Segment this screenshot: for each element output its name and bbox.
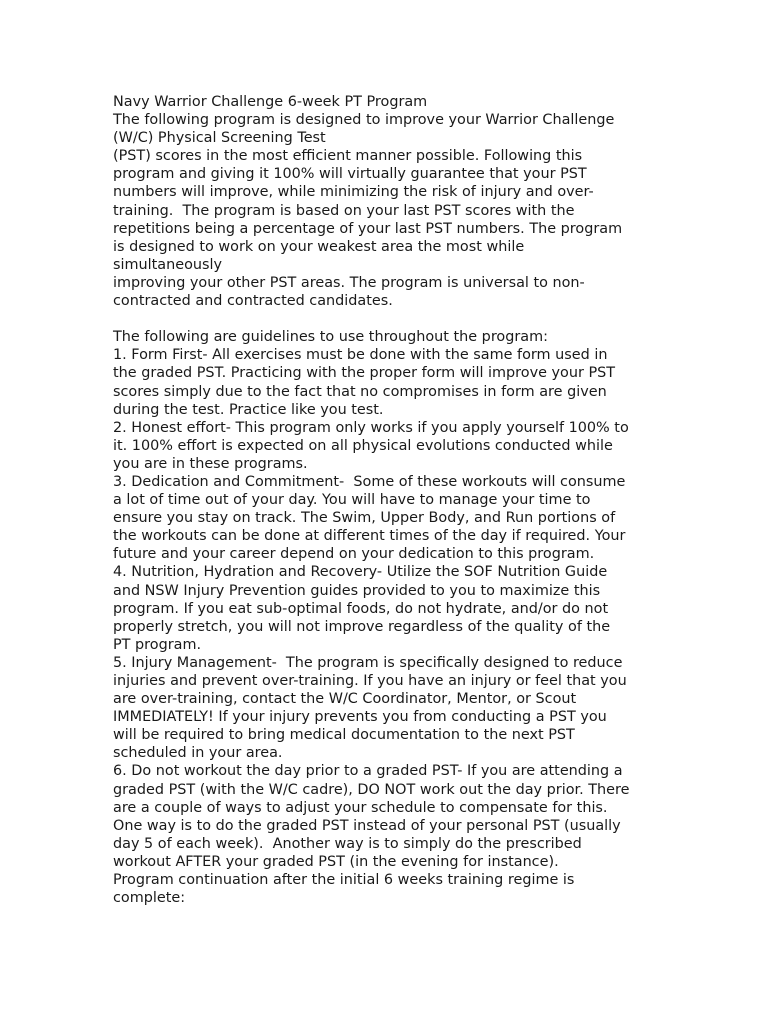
guideline-line: 4. Nutrition, Hydration and Recovery- Utilize the SOF Nutrition Guide: [113, 564, 608, 581]
intro-line: training. The program is based on your last PST scores with the: [113, 202, 575, 219]
guideline-line: scheduled in your area.: [113, 745, 283, 762]
guideline-line: One way is to do the graded PST instead of your personal PST (usually: [113, 817, 621, 834]
intro-line: contracted and contracted candidates.: [113, 293, 393, 310]
document-body: [113, 93, 753, 907]
guideline-line: graded PST (with the W/C cadre), DO NOT work out the day prior. There: [113, 781, 630, 798]
document-title: Navy Warrior Challenge 6-week PT Program: [113, 94, 428, 110]
guideline-line: will be required to bring medical documentation to the next PST: [113, 727, 575, 744]
guideline-line: 6. Do not workout the day prior to a graded PST- If you are attending a: [113, 763, 623, 780]
intro-line: The following program is designed to improve your Warrior Challenge: [113, 112, 615, 129]
guideline-line: are a couple of ways to adjust your schedule to compensate for this.: [113, 799, 608, 816]
guideline-line: you are in these programs.: [113, 455, 308, 472]
guideline-line: injuries and prevent over-training. If you have an injury or feel that you: [113, 673, 627, 689]
intro-line: improving your other PST areas. The program is universal to non-: [113, 274, 585, 291]
intro-paragraph: [113, 111, 753, 310]
guideline-line: 1. Form First- All exercises must be done with the same form used in: [113, 347, 608, 364]
guideline-line: during the test. Practice like you test.: [113, 401, 384, 418]
guideline-line: scores simply due to the fact that no compromises in form are given: [113, 383, 607, 400]
guideline-line: future and your career depend on your dedication to this program.: [113, 546, 595, 563]
guideline-line: day 5 of each week). Another way is to simply do the prescribed: [113, 835, 582, 852]
guidelines-list: [113, 346, 753, 907]
guideline-line: complete:: [113, 890, 186, 907]
intro-line: numbers will improve, while minimizing the risk of injury and over-: [113, 184, 594, 201]
guideline-line: and NSW Injury Prevention guides provided to you to maximize this: [113, 582, 601, 599]
intro-line: (PST) scores in the most efficient manner possible. Following this: [113, 148, 583, 165]
intro-line: simultaneously: [113, 256, 223, 273]
guideline-line: the graded PST. Practicing with the proper form will improve your PST: [113, 365, 616, 382]
guideline-line: IMMEDIATELY! If your injury prevents you from conducting a PST you: [113, 709, 607, 726]
guideline-line: program. If you eat sub-optimal foods, do not hydrate, and/or do not: [113, 600, 609, 617]
intro-line: (W/C) Physical Screening Test: [113, 130, 326, 147]
paragraph-spacer: [113, 310, 753, 328]
guideline-line: a lot of time out of your day. You will have to manage your time to: [113, 492, 591, 509]
intro-line: is designed to work on your weakest area the most while: [113, 238, 525, 255]
guideline-line: the workouts can be done at different times of the day if required. Your: [113, 528, 626, 545]
guidelines-heading: The following are guidelines to use throughout the program:: [113, 329, 548, 346]
guideline-line: 2. Honest effort- This program only works if you apply yourself 100% to: [113, 419, 629, 436]
guideline-line: properly stretch, you will not improve regardless of the quality of the: [113, 618, 611, 635]
guideline-line: PT program.: [113, 636, 202, 653]
guideline-line: 5. Injury Management- The program is specifically designed to reduce: [113, 654, 623, 671]
guideline-line: it. 100% effort is expected on all physical evolutions conducted while: [113, 437, 613, 454]
guideline-line: 3. Dedication and Commitment- Some of these workouts will consume: [113, 473, 626, 490]
guideline-line: ensure you stay on track. The Swim, Upper Body, and Run portions of: [113, 510, 616, 527]
intro-line: repetitions being a percentage of your last PST numbers. The program: [113, 220, 623, 237]
guideline-line: are over-training, contact the W/C Coordinator, Mentor, or Scout: [113, 691, 577, 708]
intro-line: program and giving it 100% will virtually guarantee that your PST: [113, 166, 587, 183]
guideline-line: workout AFTER your graded PST (in the evening for instance).: [113, 853, 559, 870]
guideline-line: Program continuation after the initial 6 weeks training regime is: [113, 872, 575, 889]
